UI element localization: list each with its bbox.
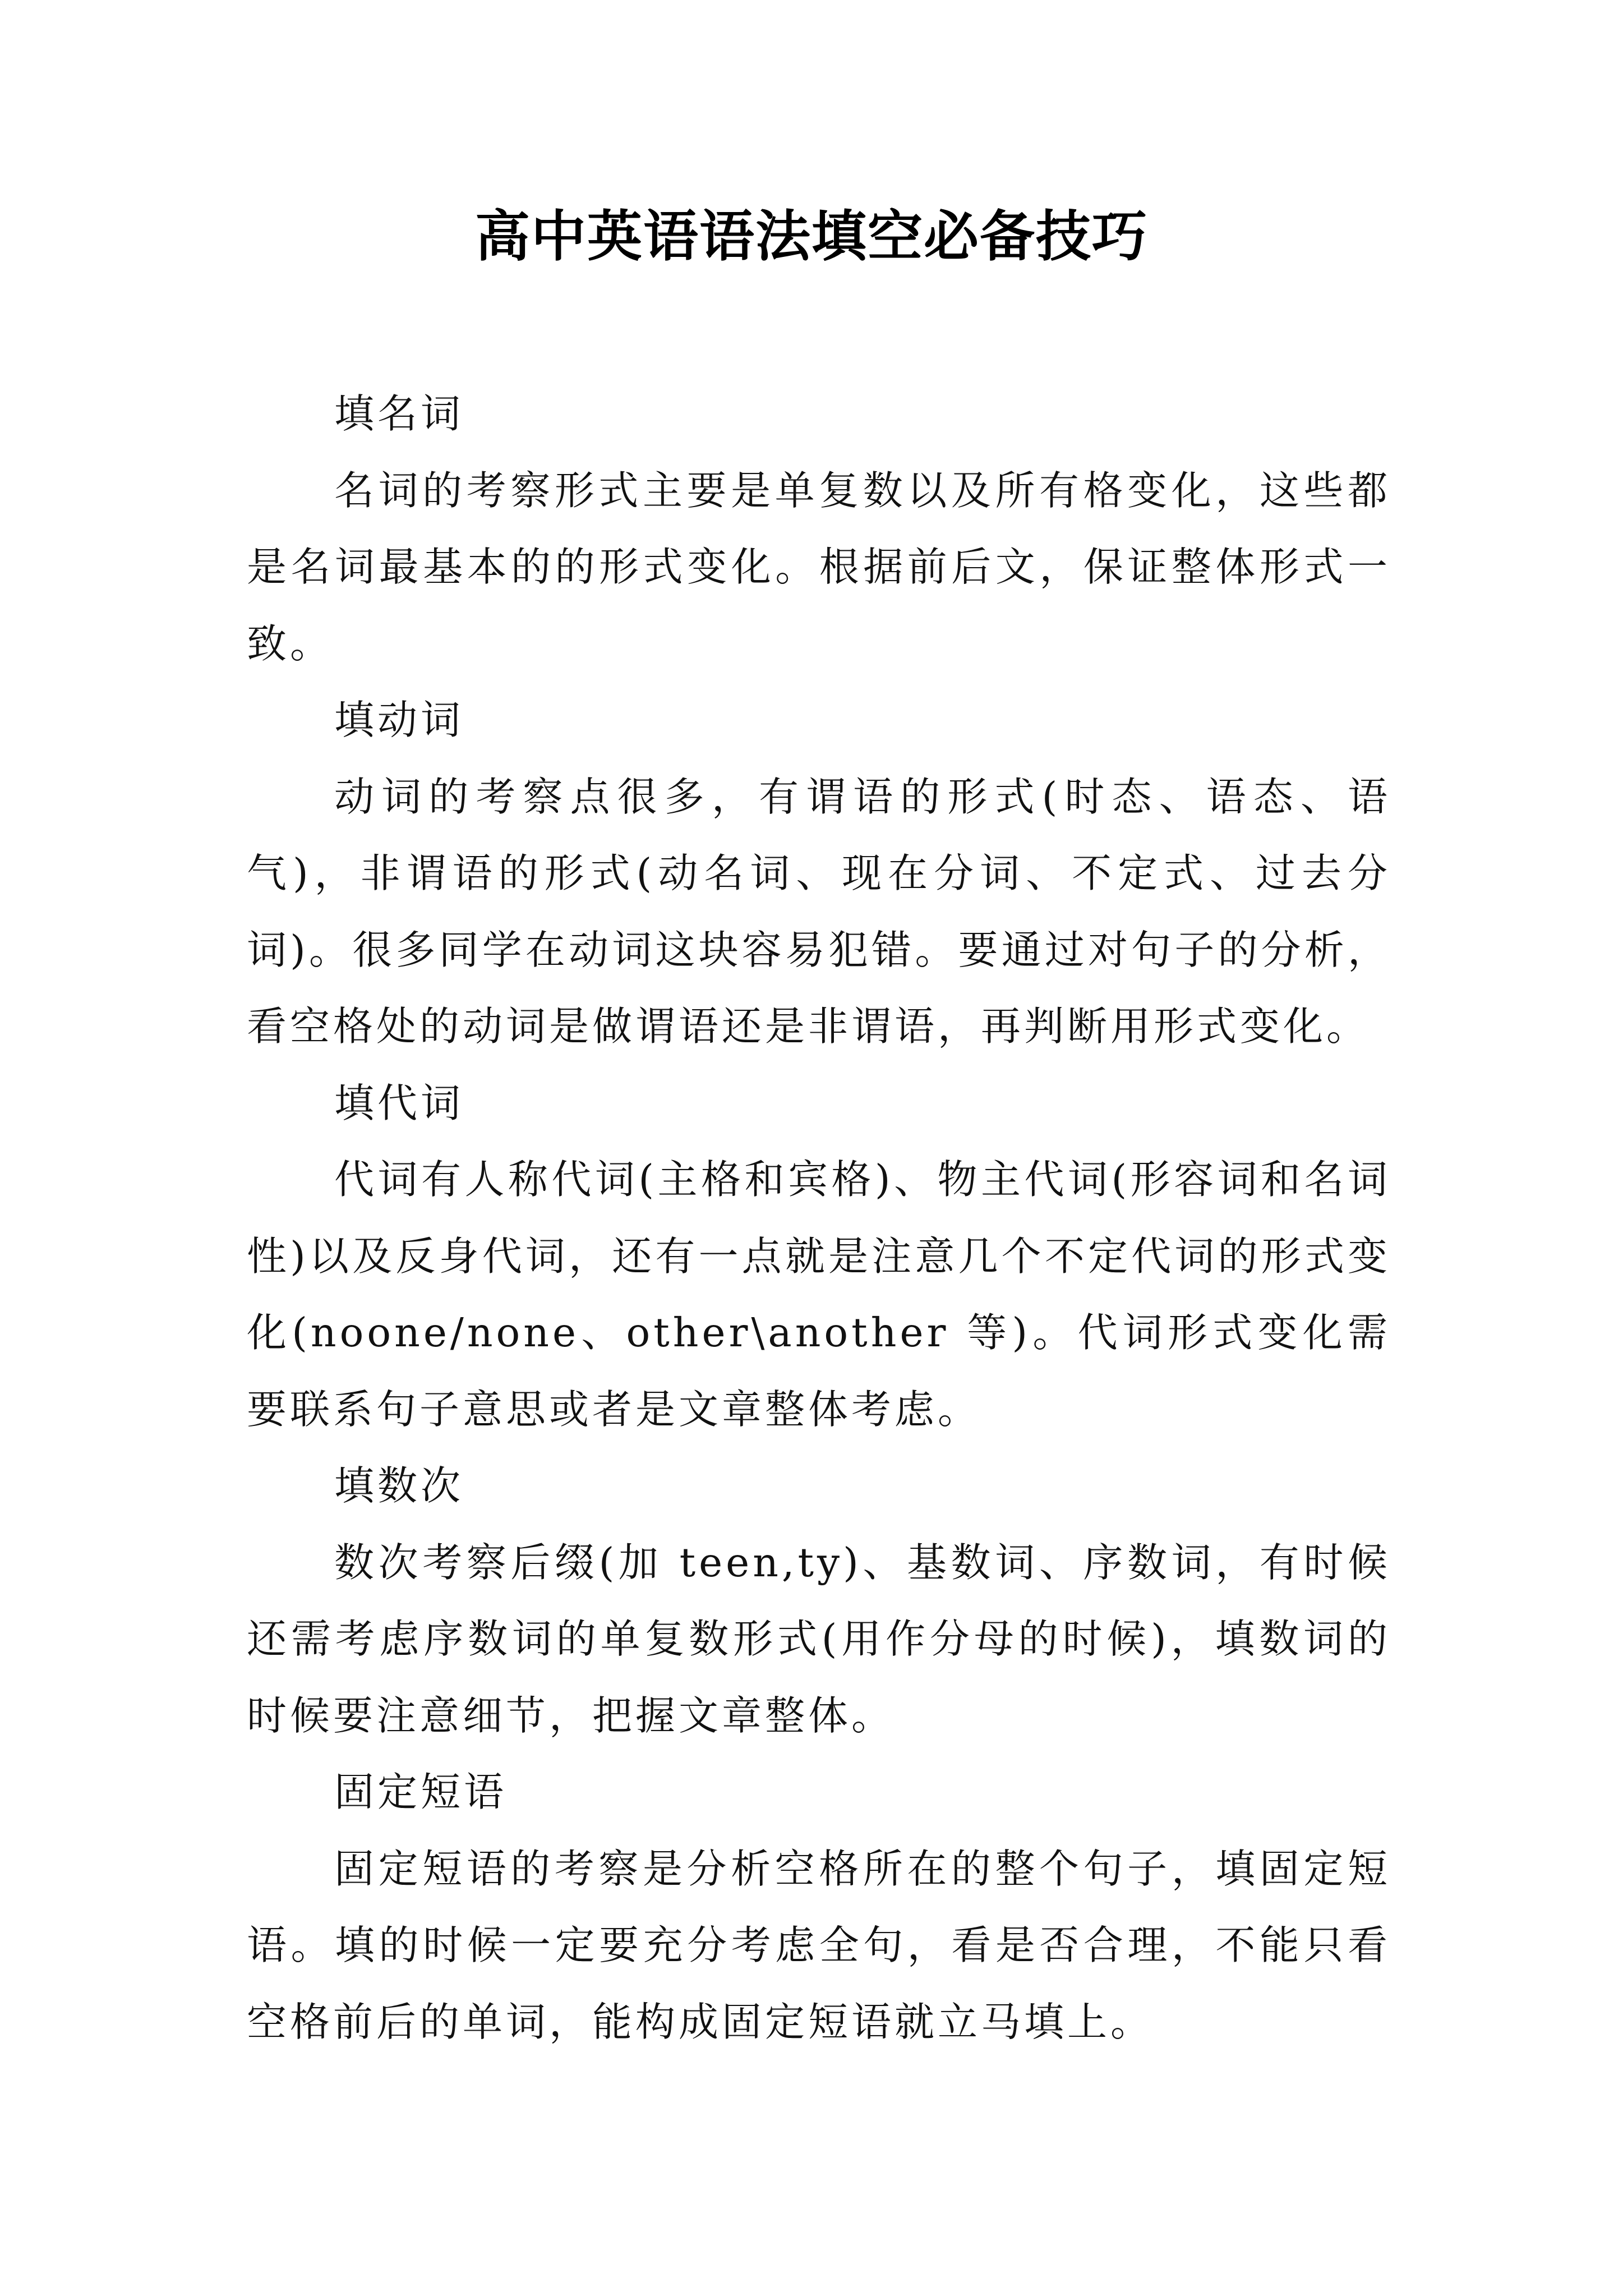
paragraph-pronoun: 代词有人称代词(主格和宾格)、物主代词(形容词和名词性)以及反身代词，还有一点就是注意几个不定代词的形式变化(noone/none、other\another 等)。代词形式变化需要联系句子意思或者是文章整体考虑。: [247, 1156, 1391, 1433]
heading-fixed-phrase: 固定短语: [334, 1769, 508, 1815]
paragraph-fixed-phrase: 固定短语的考察是分析空格所在的整个句子，填固定短语。填的时候一定要充分考虑全句，看是否合理，不能只看空格前后的单词，能构成固定短语就立马填上。: [247, 1845, 1391, 2045]
heading-noun: 填名词: [334, 390, 464, 437]
document-body: [247, 376, 1391, 2060]
paragraph-verb: 动词的考察点很多，有谓语的形式(时态、语态、语气)，非谓语的形式(动名词、现在分词、不定式、过去分词)。很多同学在动词这块容易犯错。要通过对句子的分析，看空格处的动词是做谓语还是非谓语，再判断用形式变化。: [247, 773, 1391, 1050]
document-title: 高中英语语法填空必备技巧: [474, 204, 1148, 269]
heading-verb: 填动词: [334, 697, 464, 743]
heading-numeral: 填数次: [334, 1462, 464, 1509]
paragraph-noun: 名词的考察形式主要是单复数以及所有格变化，这些都是名词最基本的的形式变化。根据前后文，保证整体形式一致。: [247, 467, 1391, 667]
paragraph-numeral: 数次考察后缀(加 teen,ty)、基数词、序数词，有时候还需考虑序数词的单复数形式(用作分母的时候)，填数词的时候要注意细节，把握文章整体。: [247, 1539, 1391, 1739]
heading-pronoun: 填代词: [334, 1079, 464, 1126]
